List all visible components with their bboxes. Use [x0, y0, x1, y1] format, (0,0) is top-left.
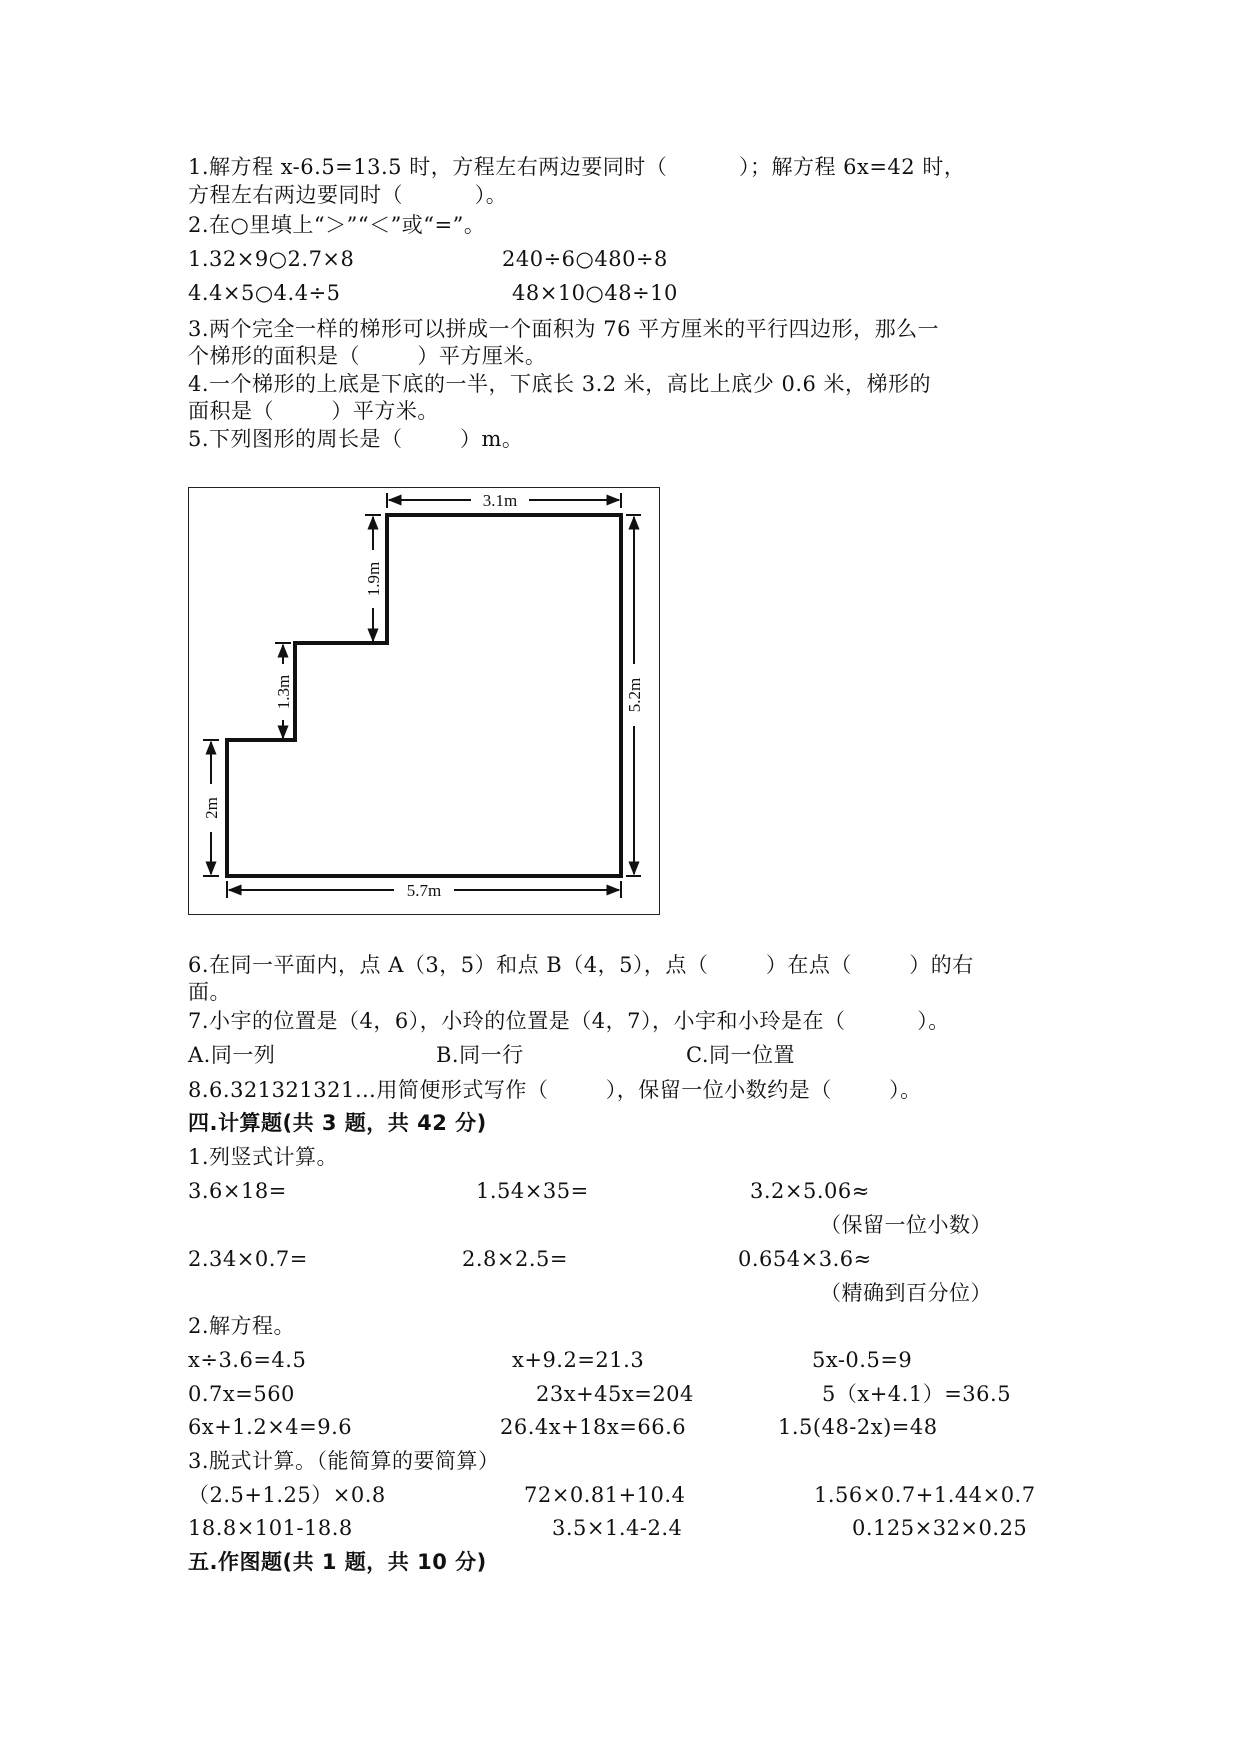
q2-prompt: 2.在○里填上“＞”“＜”或“=”。	[188, 213, 486, 237]
s4-p1-note: （精确到百分位）	[820, 1281, 992, 1305]
s4-p3-item: 72×0.81+10.4	[524, 1483, 686, 1507]
s4-p3-item: 1.56×0.7+1.44×0.7	[814, 1483, 1036, 1507]
s4-p3-item: （2.5+1.25）×0.8	[188, 1483, 386, 1507]
label-top: 3.1m	[482, 491, 518, 510]
q3-line2: 个梯形的面积是（ ）平方厘米。	[188, 344, 547, 368]
label-right: 5.2m	[625, 677, 644, 713]
section4-heading: 四.计算题(共 3 题，共 42 分)	[188, 1111, 487, 1135]
q4-line1: 4.一个梯形的上底是下底的一半，下底长 3.2 米，高比上底少 0.6 米，梯形的	[188, 372, 932, 396]
s4-p3-item: 3.5×1.4-2.4	[552, 1516, 683, 1540]
s4-p1-item: 2.34×0.7=	[188, 1247, 308, 1271]
s4-p2-item: 23x+45x=204	[536, 1382, 694, 1406]
q2-item: 1.32×9○2.7×8	[188, 247, 355, 271]
q3-line1: 3.两个完全一样的梯形可以拼成一个面积为 76 平方厘米的平行四边形，那么一	[188, 317, 940, 341]
s4-p2-item: 6x+1.2×4=9.6	[188, 1415, 353, 1439]
s4-p3-prompt: 3.脱式计算。（能简算的要简算）	[188, 1449, 500, 1473]
q7-option-c: C.同一位置	[686, 1043, 795, 1067]
q2-item: 4.4×5○4.4÷5	[188, 281, 341, 305]
s4-p2-item: 5（x+4.1）=36.5	[822, 1382, 1012, 1406]
s4-p3-item: 18.8×101-18.8	[188, 1516, 353, 1540]
label-left: 2m	[202, 797, 221, 819]
s4-p1-item: 3.2×5.06≈	[750, 1179, 870, 1203]
s4-p1-item: 1.54×35=	[476, 1179, 589, 1203]
q6-line1: 6.在同一平面内，点 A（3，5）和点 B（4，5），点（ ）在点（ ）的右	[188, 953, 974, 977]
label-step-lower: 1.3m	[274, 674, 293, 710]
q8-prompt: 8.6.321321321…用简便形式写作（ ），保留一位小数约是（ ）。	[188, 1078, 922, 1102]
q1-line2: 方程左右两边要同时（ ）。	[188, 183, 508, 207]
q7-option-b: B.同一行	[436, 1043, 524, 1067]
s4-p1-item: 2.8×2.5=	[462, 1247, 568, 1271]
s4-p2-item: x÷3.6=4.5	[188, 1348, 307, 1372]
q2-item: 48×10○48÷10	[512, 281, 678, 305]
s4-p2-item: 1.5(48-2x)=48	[778, 1415, 938, 1439]
s4-p3-item: 0.125×32×0.25	[852, 1516, 1028, 1540]
perimeter-figure	[188, 487, 660, 915]
q6-line2: 面。	[188, 980, 231, 1004]
label-bottom: 5.7m	[406, 881, 442, 900]
s4-p1-prompt: 1.列竖式计算。	[188, 1145, 339, 1169]
s4-p1-item: 0.654×3.6≈	[738, 1247, 872, 1271]
q7-option-a: A.同一列	[188, 1043, 276, 1067]
q2-item: 240÷6○480÷8	[502, 247, 668, 271]
s4-p2-item: x+9.2=21.3	[512, 1348, 645, 1372]
q5-prompt: 5.下列图形的周长是（ ）m。	[188, 427, 524, 451]
label-step-upper: 1.9m	[364, 561, 383, 597]
s4-p2-item: 5x-0.5=9	[812, 1348, 913, 1372]
s4-p2-item: 26.4x+18x=66.6	[500, 1415, 687, 1439]
q7-prompt: 7.小宇的位置是（4，6），小玲的位置是（4，7），小宇和小玲是在（ ）。	[188, 1009, 950, 1033]
s4-p2-item: 0.7x=560	[188, 1382, 295, 1406]
q1-line1: 1.解方程 x-6.5=13.5 时，方程左右两边要同时（ ）；解方程 6x=42 时，	[188, 155, 966, 179]
s4-p1-note: （保留一位小数）	[820, 1213, 992, 1237]
s4-p1-item: 3.6×18=	[188, 1179, 287, 1203]
section5-heading: 五.作图题(共 1 题，共 10 分)	[188, 1550, 487, 1574]
q4-line2: 面积是（ ）平方米。	[188, 399, 439, 423]
s4-p2-prompt: 2.解方程。	[188, 1314, 296, 1338]
